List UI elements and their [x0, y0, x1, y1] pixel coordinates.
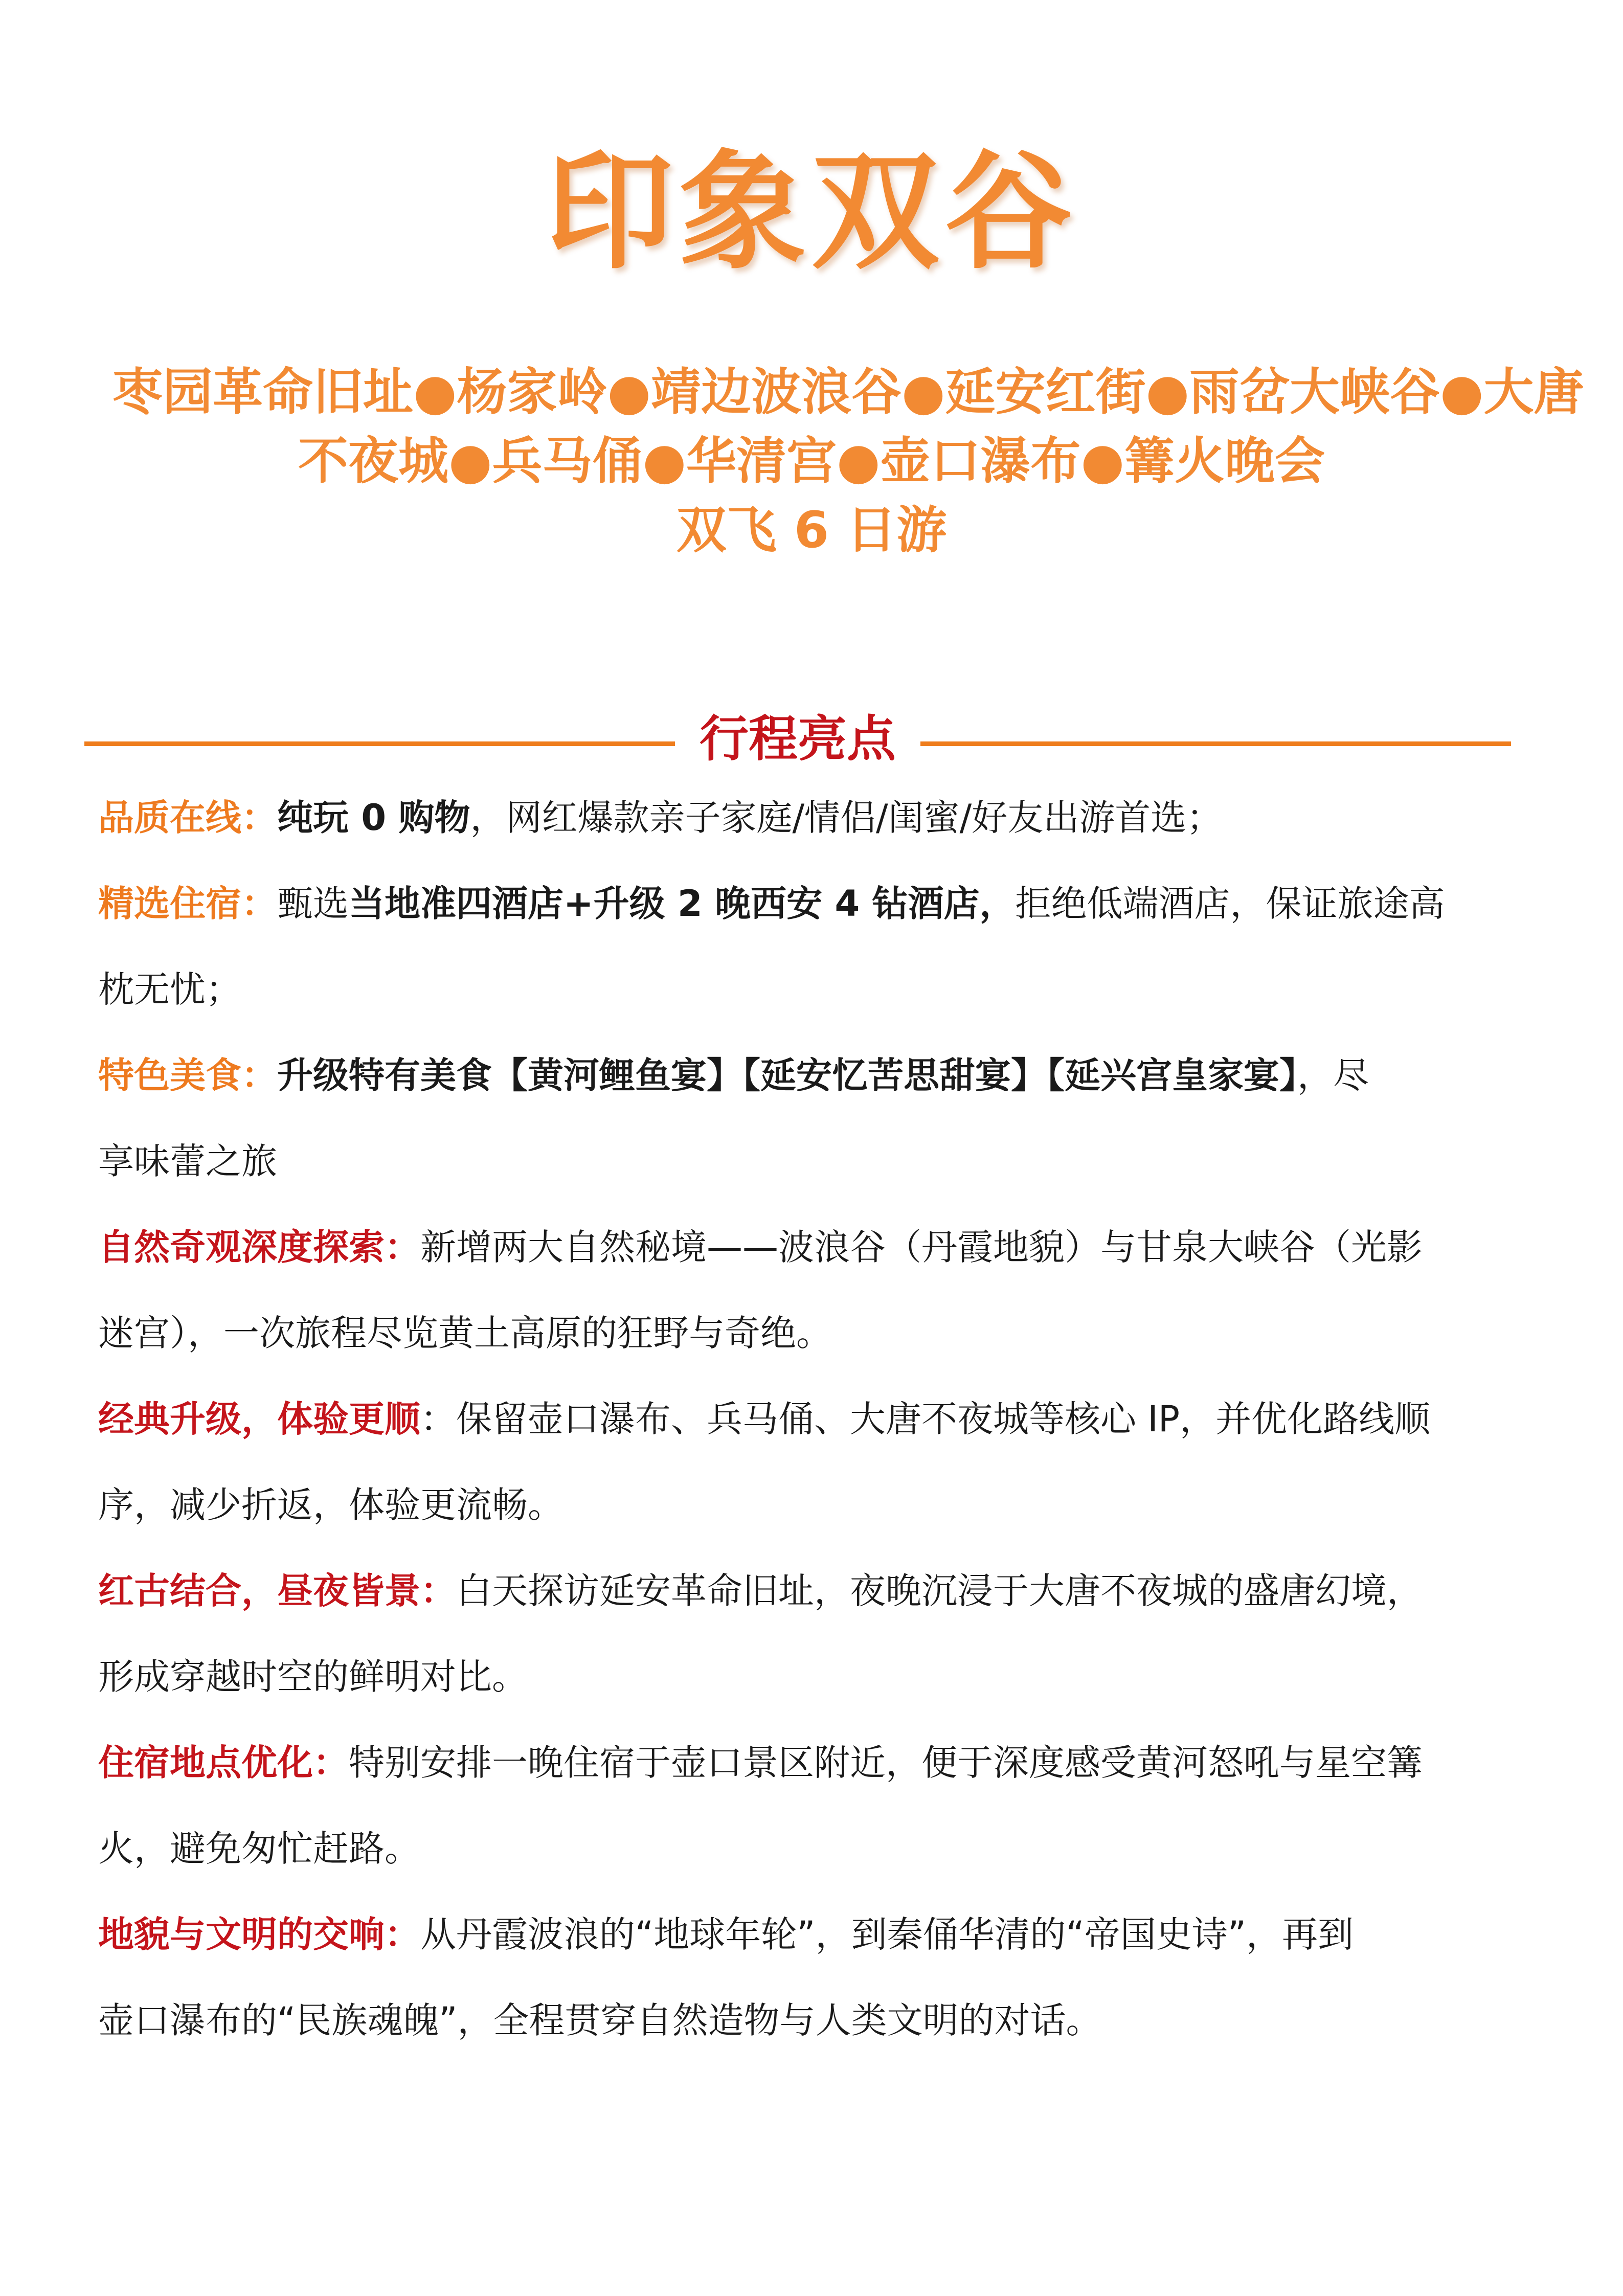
- highlight-nature: [98, 1204, 1530, 1376]
- highlight-text: 甄选: [277, 883, 349, 925]
- highlight-text-continued: 枕无忧；: [98, 969, 241, 1010]
- highlight-red-ancient: [98, 1548, 1530, 1720]
- highlight-label: 红古结合，昼夜皆景：: [98, 1570, 456, 1612]
- highlight-text: ：保留壶口瀑布、兵马俑、大唐不夜城等核心 IP，并优化路线顺: [420, 1398, 1431, 1440]
- highlight-bold-text: 升级特有美食【黄河鲤鱼宴】【延安忆苦思甜宴】【延兴宫皇家宴】: [277, 1054, 1297, 1096]
- highlight-bold-text: 当地准四酒店+升级 2 晚西安 4 钻酒店，: [349, 883, 1016, 925]
- highlight-text-continued: 享味蕾之旅: [98, 1140, 277, 1182]
- highlight-label: 品质在线：: [98, 797, 277, 839]
- highlight-text: ，网红爆款亲子家庭/情侣/闺蜜/好友出游首选；: [470, 797, 1223, 839]
- highlight-text: 拒绝低端酒店，保证旅途高: [1015, 883, 1445, 925]
- section-title: 行程亮点: [700, 710, 896, 768]
- highlight-quality: [98, 775, 1530, 861]
- divider-right: [920, 741, 1511, 746]
- highlight-label: 住宿地点优化：: [98, 1742, 349, 1784]
- highlight-text-continued: 迷宫），一次旅程尽览黄土高原的狂野与奇绝。: [98, 1312, 832, 1354]
- page-title: 印象双谷: [546, 138, 1077, 286]
- highlight-text-continued: 壶口瀑布的“民族魂魄”，全程贯穿自然造物与人类文明的对话。: [98, 1999, 1102, 2041]
- divider-left: [84, 741, 675, 746]
- highlight-label: 地貌与文明的交响：: [98, 1914, 420, 1955]
- subtitle-line-1: 枣园革命旧址●杨家岭●靖边波浪谷●延安红街●雨岔大峡谷●大唐: [112, 363, 1584, 421]
- highlight-label: 自然奇观深度探索：: [98, 1226, 420, 1268]
- highlight-text: 从丹霞波浪的“地球年轮”，到秦俑华清的“帝国史诗”，再到: [420, 1914, 1354, 1955]
- highlight-accommodation: [98, 861, 1530, 1032]
- highlights-list: [98, 775, 1530, 2063]
- highlight-text-continued: 序，减少折返，体验更流畅。: [98, 1484, 563, 1526]
- highlight-text-continued: 火，避免匆忙赶路。: [98, 1828, 420, 1870]
- subtitle-line-2: 不夜城●兵马俑●华清宫●壶口瀑布●篝火晚会: [298, 432, 1325, 490]
- highlight-text: 白天探访延安革命旧址，夜晚沉浸于大唐不夜城的盛唐幻境，: [456, 1570, 1423, 1612]
- highlight-classic-upgrade: [98, 1376, 1530, 1548]
- highlight-text: 特别安排一晚住宿于壶口景区附近，便于深度感受黄河怒吼与星空篝: [349, 1742, 1423, 1784]
- route-subtitle: [112, 358, 1584, 565]
- highlight-lodging-location: [98, 1720, 1530, 1892]
- highlight-food: [98, 1032, 1530, 1204]
- highlight-text-continued: 形成穿越时空的鲜明对比。: [98, 1656, 528, 1698]
- highlight-landform-civilization: [98, 1892, 1530, 2063]
- highlight-label: 特色美食：: [98, 1054, 277, 1096]
- section-header: [84, 703, 1511, 775]
- highlight-text: 新增两大自然秘境——波浪谷（丹霞地貌）与甘泉大峡谷（光影: [420, 1226, 1423, 1268]
- highlight-label: 精选住宿：: [98, 883, 277, 925]
- highlight-text: ，尽: [1297, 1054, 1369, 1096]
- highlight-label: 经典升级，体验更顺: [98, 1398, 420, 1440]
- highlight-bold-text: 纯玩 0 购物: [277, 797, 470, 839]
- subtitle-line-3: 双飞 6 日游: [676, 501, 947, 559]
